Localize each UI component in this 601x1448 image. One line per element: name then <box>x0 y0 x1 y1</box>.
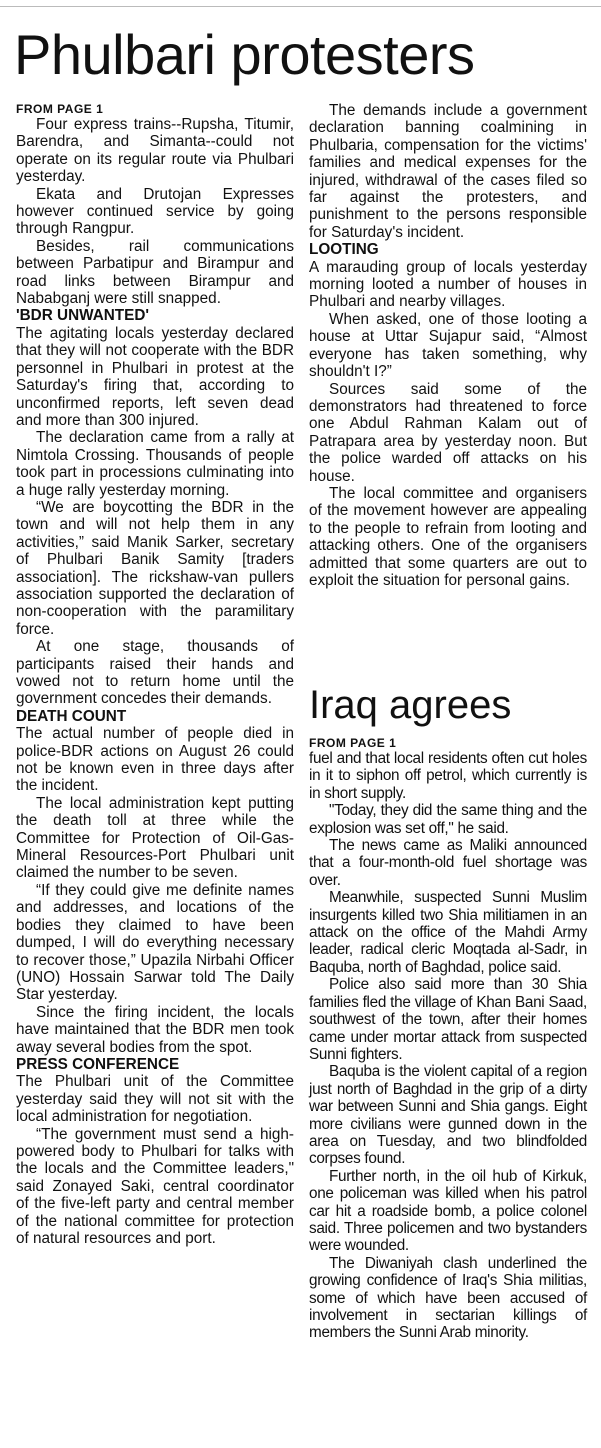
paragraph: The Diwaniyah clash underlined the growing confidence of Iraq's Shia militias, some of which have been accused of involvement in sectarian killings of members the Sunni Arab minority. <box>309 1254 587 1342</box>
paragraph: The agitating locals yesterday declared that they will not cooperate with the BDR personnel in Phulbari in protest at the Saturday's firing that, according to unconfirmed reports, left seven dead and more than 300 injured. <box>16 324 294 429</box>
paragraph: When asked, one of those looting a house at Uttar Sujapur said, “Almost everyone has taken something, why shouldn't I?” <box>309 310 587 381</box>
iraq-headline: Iraq agrees <box>309 683 512 727</box>
subheading: DEATH COUNT <box>16 707 127 725</box>
from-page-tag: FROM PAGE 1 <box>16 102 104 116</box>
paragraph: The declaration came from a rally at Nimtola Crossing. Thousands of people took part in processions culminating into a huge rally yesterday morning. <box>16 429 294 499</box>
paragraph: Further north, in the oil hub of Kirkuk, one policeman was killed when his patrol car hit a roadside bomb, a police colonel said. Three policemen and two bystanders were wounded. <box>309 1167 587 1255</box>
paragraph: Baquba is the violent capital of a region just north of Baghdad in the grip of a dirty war between Sunni and Shia gangs. Eight more civilians were gunned down in the area on Tuesday, and two blindfolded corpses found. <box>309 1063 587 1168</box>
paragraph: The demands include a government declaration banning coalmining in Phulbaria, compensation for the victims' families and medical expenses for the injured, withdrawal of the cases filed so far against the protesters, and punishment to the persons responsible for Saturday's incident. <box>309 102 587 241</box>
paragraph: The local committee and organisers of the movement however are appealing to the people to refrain from looting and attacking others. One of the organisers admitted that some quarters are out to exploit the situation for personal gains. <box>309 484 587 589</box>
subheading: LOOTING <box>309 241 379 259</box>
paragraph: A marauding group of locals yesterday morning looted a number of houses in Phulbari and nearby villages. <box>309 258 587 311</box>
paragraph: Police also said more than 30 Shia families fled the village of Khan Bani Saad, southwest of the town, after their homes came under mortar attack from suspected Sunni fighters. <box>309 976 587 1063</box>
paragraph: “We are boycotting the BDR in the town and will not help them in any activities,” said Manik Sarker, secretary of Phulbari Banik Samity [traders association]. The rickshaw-van pullers association supported the declaration of non-cooperation with the paramilitary force. <box>16 498 294 638</box>
paragraph: “The government must send a high-powered body to Phulbari for talks with the locals and the Committee leaders," said Zonayed Saki, central coordinator of the five-left party and central member of the national committee for protection of natural resources and port. <box>16 1125 294 1247</box>
paragraph: Besides, rail communications between Parbatipur and Birampur and road links between Birampur and Nababganj were still snapped. <box>16 237 294 308</box>
paragraph: “If they could give me definite names and addresses, and locations of the bodies they claimed to have been dumped, I will do everything necessary to recover those,” Upazila Nirbahi Officer (UNO) Hossain Sarwar told The Daily Star yesterday. <box>16 881 294 1004</box>
paragraph: "Today, they did the same thing and the explosion was set off," he said. <box>309 802 587 837</box>
left-article-body <box>16 116 294 1247</box>
paragraph: Sources said some of the demonstrators had threatened to force one Abdul Rahman Kalam out of Patrapara area by yesterday noon. But the police warded off attacks on his house. <box>309 380 587 485</box>
paragraph: The news came as Maliki announced that a four-month-old fuel shortage was over. <box>309 837 587 889</box>
left-column <box>16 102 294 1247</box>
paragraph: The local administration kept putting the death toll at three while the Committee for Protection of Oil-Gas-Mineral Resources-Port Phulbari unit claimed the number to be seven. <box>16 794 294 882</box>
top-rule <box>0 0 601 7</box>
paragraph: Meanwhile, suspected Sunni Muslim insurgents killed two Shia militiamen in an attack on the office of the Mahdi Army leader, radical cleric Moqtada al-Sadr, in Baquba, north of Baghdad, police said. <box>309 889 587 976</box>
iraq-column <box>309 736 587 1342</box>
paragraph: The Phulbari unit of the Committee yesterday said they will not sit with the local administration for negotiation. <box>16 1073 294 1126</box>
right-article-body <box>309 102 587 589</box>
main-headline: Phulbari protesters <box>14 23 475 86</box>
subheading: PRESS CONFERENCE <box>16 1055 180 1073</box>
paragraph: At one stage, thousands of participants raised their hands and vowed not to return home until the government concedes their demands. <box>16 638 294 708</box>
paragraph: The actual number of people died in police-BDR actions on August 26 could not be known even in three days after the incident. <box>16 725 294 795</box>
paragraph: Ekata and Drutojan Expresses however continued service by going through Rangpur. <box>16 185 294 238</box>
iraq-from-page-tag: FROM PAGE 1 <box>309 736 397 750</box>
paragraph: Four express trains--Rupsha, Titumir, Barendra, and Simanta--could not operate on its regular route via Phulbari yesterday. <box>16 116 294 186</box>
paragraph: Since the firing incident, the locals have maintained that the BDR men took away several bodies from the spot. <box>16 1003 294 1056</box>
right-column <box>309 102 587 589</box>
subheading: 'BDR UNWANTED' <box>16 307 150 325</box>
paragraph: fuel and that local residents often cut holes in it to siphon off petrol, which currently is in short supply. <box>309 750 587 802</box>
iraq-article-body <box>309 750 587 1342</box>
